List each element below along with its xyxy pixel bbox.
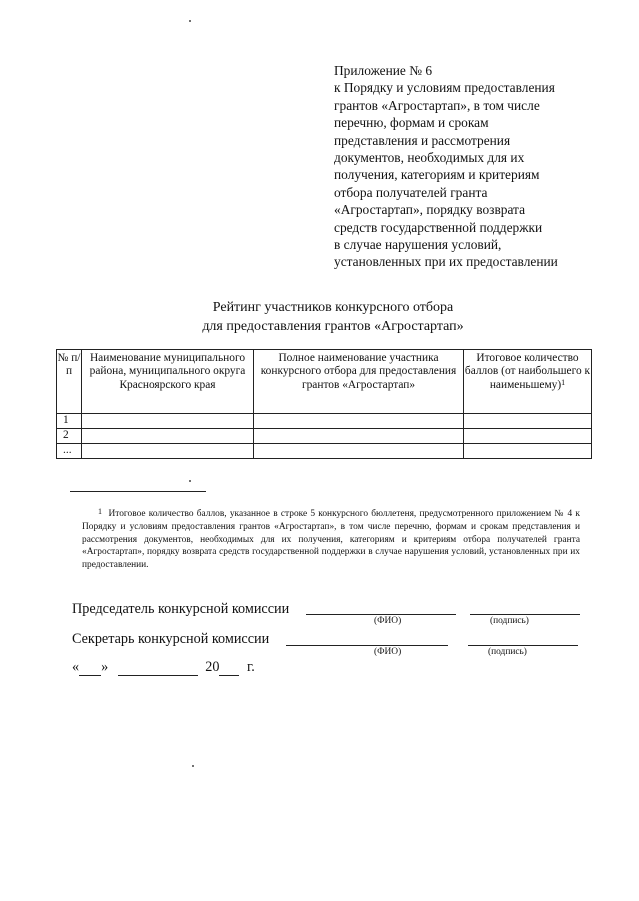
scan-dot (189, 20, 191, 22)
secretary-label: Секретарь конкурсной комиссии (72, 631, 270, 647)
chairman-label: Председатель конкурсной комиссии (72, 601, 290, 617)
title-line-1: Рейтинг участников конкурсного отбора (212, 300, 454, 315)
secretary-signature-line[interactable] (468, 645, 578, 646)
row-participant (254, 444, 464, 459)
date-day-blank[interactable] (79, 660, 101, 676)
date-month-blank[interactable] (118, 660, 198, 676)
row-number: ... (57, 444, 82, 459)
date-open-quote: « (72, 659, 80, 675)
row-district (82, 429, 254, 444)
footnote (82, 508, 580, 572)
appendix-line: получения, категориям и критериям (334, 167, 540, 183)
appendix-line: Приложение № 6 (334, 63, 433, 78)
appendix-line: документов, необходимых для их (334, 150, 525, 166)
date-line (72, 659, 255, 676)
date-year-suffix: г. (247, 659, 255, 675)
date-close-quote: » (101, 659, 109, 675)
row-district (82, 444, 254, 459)
date-year-blank[interactable] (219, 660, 239, 676)
appendix-line: в случае нарушения условий, (334, 237, 502, 253)
row-score (464, 414, 592, 429)
appendix-line: средств государственной поддержки (334, 219, 543, 235)
appendix-header (334, 62, 624, 271)
footnote-ref: 1 (561, 377, 566, 387)
scan-dot (192, 765, 194, 767)
appendix-line: отбора получателей гранта (334, 184, 488, 200)
table-row (57, 444, 592, 459)
title-line-2: для предоставления грантов «Агростартап» (202, 318, 464, 334)
table-row (57, 414, 592, 429)
appendix-line: представления и рассмотрения (334, 132, 511, 148)
footnote-separator (70, 491, 206, 492)
footnote-text: Итоговое количество баллов, указанное в строке 5 конкурсного бюллетеня, предусмотренного приложением № 4 к Порядку и условиям предоставления грантов «Агростартап», в том числе перечню, формам и срокам представления и рассмотрения документов, необходимых для их получения, категориям и критериям отбора получателей гранта «Агростартап», порядку возврата средств государственной поддержки в случае нарушения условий, установленных при их предоставлении. (82, 509, 580, 571)
header-participant: Полное наименование участника конкурсного отбора для предоставления грантов «Агростартап» (254, 350, 464, 414)
row-participant (254, 429, 464, 444)
appendix-line: «Агростартап», порядку возврата (334, 202, 526, 218)
header-score: Итоговое количество баллов (от наибольшего к наименьшему)$^1$ (464, 350, 592, 414)
header-district: Наименование муниципального района, муниципального округа Красноярского края (82, 350, 254, 414)
secretary-fio-caption: (ФИО) (374, 647, 402, 657)
table-row (57, 429, 592, 444)
row-score (464, 429, 592, 444)
appendix-line: установленных при их предоставлении (334, 254, 558, 270)
chairman-fio-caption: (ФИО) (374, 616, 402, 626)
chairman-fio-line[interactable] (306, 614, 456, 615)
footnote-marker: 1 (98, 507, 102, 516)
scan-dot (189, 480, 191, 482)
row-district (82, 414, 254, 429)
appendix-line: к Порядку и условиям предоставления (334, 80, 555, 96)
document-title (0, 299, 639, 336)
row-score (464, 444, 592, 459)
appendix-line: перечню, формам и срокам (334, 115, 489, 131)
date-year-prefix: 20 (205, 659, 220, 675)
secretary-fio-line[interactable] (286, 645, 448, 646)
secretary-signature-caption: (подпись) (488, 647, 527, 657)
chairman-signature-caption: (подпись) (490, 616, 529, 626)
chairman-signature-line[interactable] (470, 614, 580, 615)
row-number: 2 (57, 429, 82, 444)
table-header-row (57, 350, 592, 414)
appendix-line: грантов «Агростартап», в том числе (334, 97, 540, 113)
rating-table (56, 349, 592, 459)
header-number: № п/п (57, 350, 82, 414)
row-number: 1 (57, 414, 82, 429)
row-participant (254, 414, 464, 429)
